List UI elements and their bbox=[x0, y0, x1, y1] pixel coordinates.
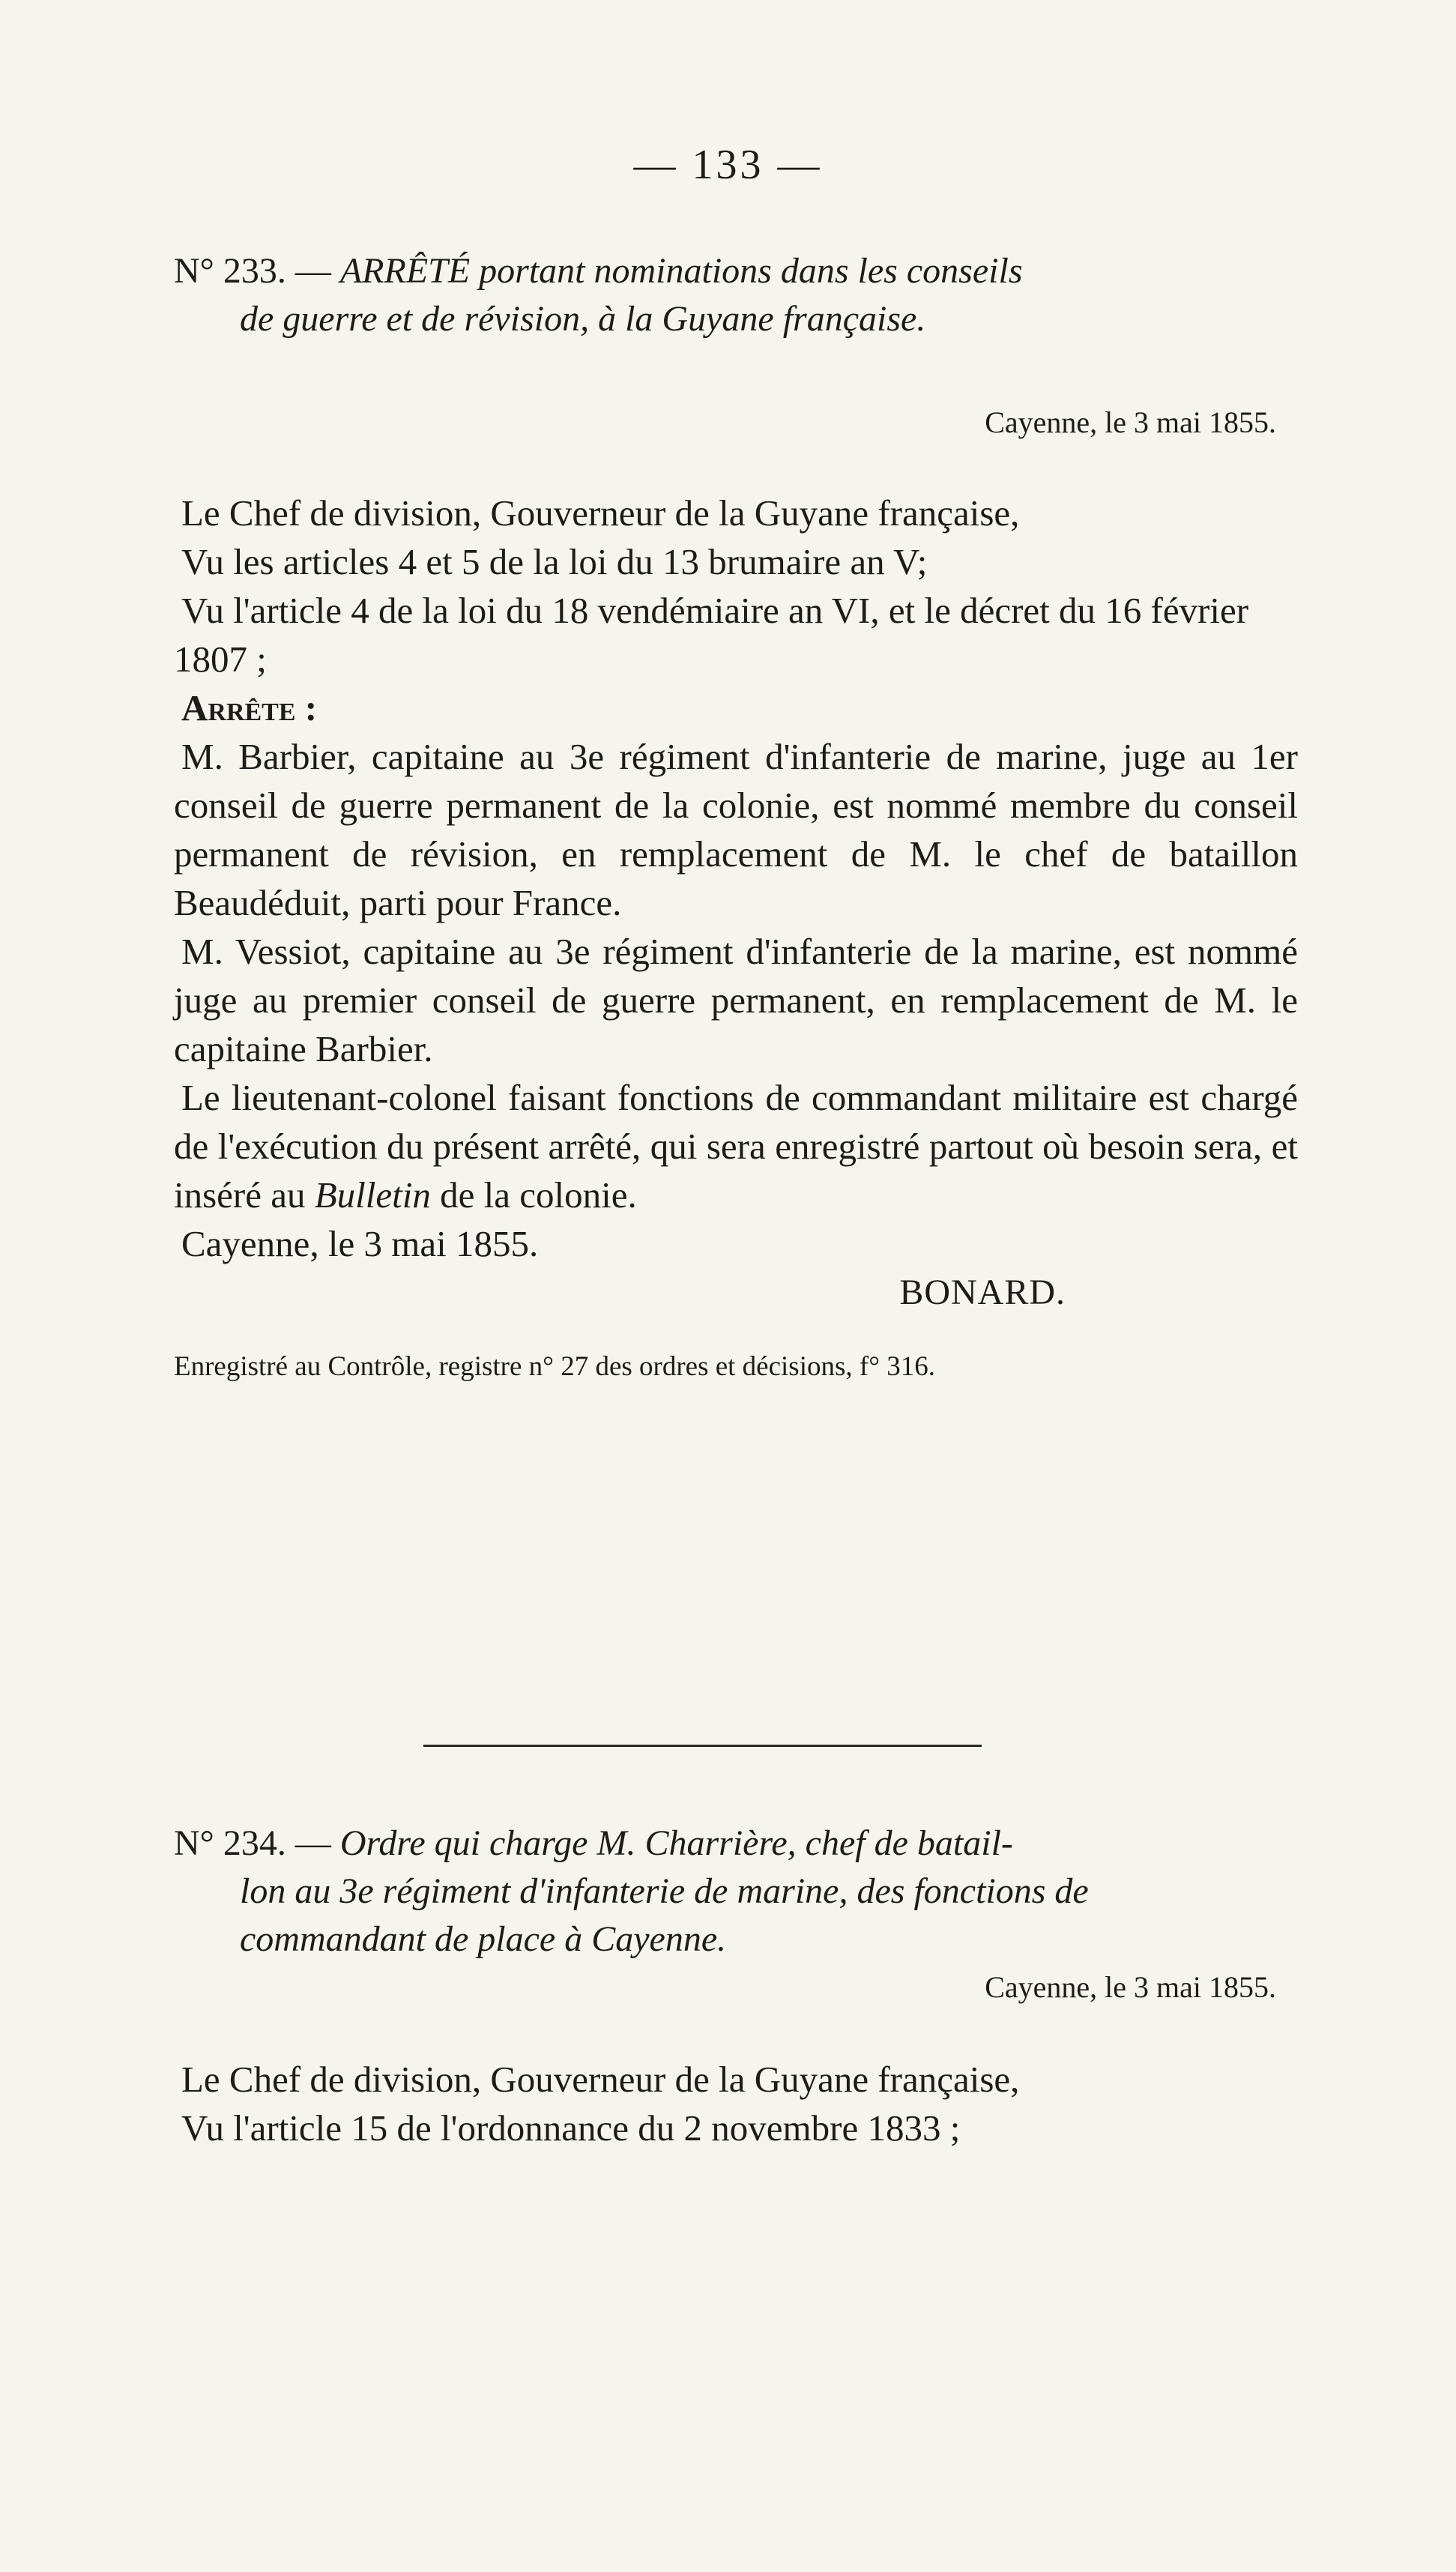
registration-note: Enregistré au Contrôle, registre n° 27 des ordres et décisions, f° 316. bbox=[174, 1351, 936, 1382]
section-233-title: N° 233. — ARRÊTÉ portant nominations dans les conseils de guerre et de révision, à la Guyane française. bbox=[174, 247, 1298, 343]
bulletin-ref: Bulletin bbox=[314, 1174, 431, 1216]
article-vessiot: M. Vessiot, capitaine au 3e régiment d'infanterie de la marine, est nommé juge au premier conseil de guerre permanent, en remplacement de M. le capitaine Barbier. bbox=[174, 931, 1298, 1069]
section-234-title-line2: lon au 3e régiment d'infanterie de marine, des fonctions de bbox=[240, 1871, 1089, 1911]
preamble-vu-2: Vu l'article 4 de la loi du 18 vendémiaire an VI, et le décret du 16 février 1807 ; bbox=[174, 590, 1249, 680]
section-234-title-line3: commandant de place à Cayenne. bbox=[240, 1919, 727, 1959]
signature: BONARD. bbox=[899, 1273, 1066, 1312]
article-execution: Le lieutenant-colonel faisant fonctions de commandant militaire est chargé de l'exécution du présent arrêté, qui sera enregistré partout où besoin sera, et inséré au Bulletin de la colonie. bbox=[174, 1077, 1298, 1216]
section-divider bbox=[423, 1745, 982, 1747]
closing-dateline: Cayenne, le 3 mai 1855. bbox=[181, 1223, 539, 1264]
section-234-preamble-governor: Le Chef de division, Gouverneur de la Guyane française, bbox=[181, 2059, 1020, 2100]
section-233-number: N° 233. bbox=[174, 251, 286, 291]
section-233-title-line1: ARRÊTÉ portant nominations dans les conseils bbox=[339, 251, 1023, 291]
section-233-title-line2: de guerre et de révision, à la Guyane française. bbox=[240, 299, 926, 339]
preamble-vu-1: Vu les articles 4 et 5 de la loi du 13 brumaire an V; bbox=[181, 541, 928, 582]
article-barbier: M. Barbier, capitaine au 3e régiment d'infanterie de marine, juge au 1er conseil de guerre permanent de la colonie, est nommé membre du conseil permanent de révision, en remplacement de M. le chef de bataillon Beaudéduit, parti pour France. bbox=[174, 736, 1298, 923]
section-234-dateline: Cayenne, le 3 mai 1855. bbox=[985, 1970, 1276, 2004]
section-233-dateline: Cayenne, le 3 mai 1855. bbox=[985, 405, 1276, 439]
section-234-number: N° 234. bbox=[174, 1823, 286, 1863]
section-234-title-line1: Ordre qui charge M. Charrière, chef de batail- bbox=[339, 1823, 1013, 1863]
section-234-title: N° 234. — Ordre qui charge M. Charrière, chef de batail- lon au 3e régiment d'infanterie de marine, des fonctions de commandant de place à Cayenne. bbox=[174, 1820, 1298, 1963]
section-233-body bbox=[174, 489, 1298, 1391]
section-234-body bbox=[174, 2055, 1298, 2152]
section-234-preamble-vu: Vu l'article 15 de l'ordonnance du 2 novembre 1833 ; bbox=[181, 2107, 961, 2149]
arrete-heading: Arrête : bbox=[181, 687, 318, 728]
page-number: — 133 — bbox=[633, 142, 823, 188]
preamble-governor: Le Chef de division, Gouverneur de la Guyane française, bbox=[181, 492, 1020, 534]
